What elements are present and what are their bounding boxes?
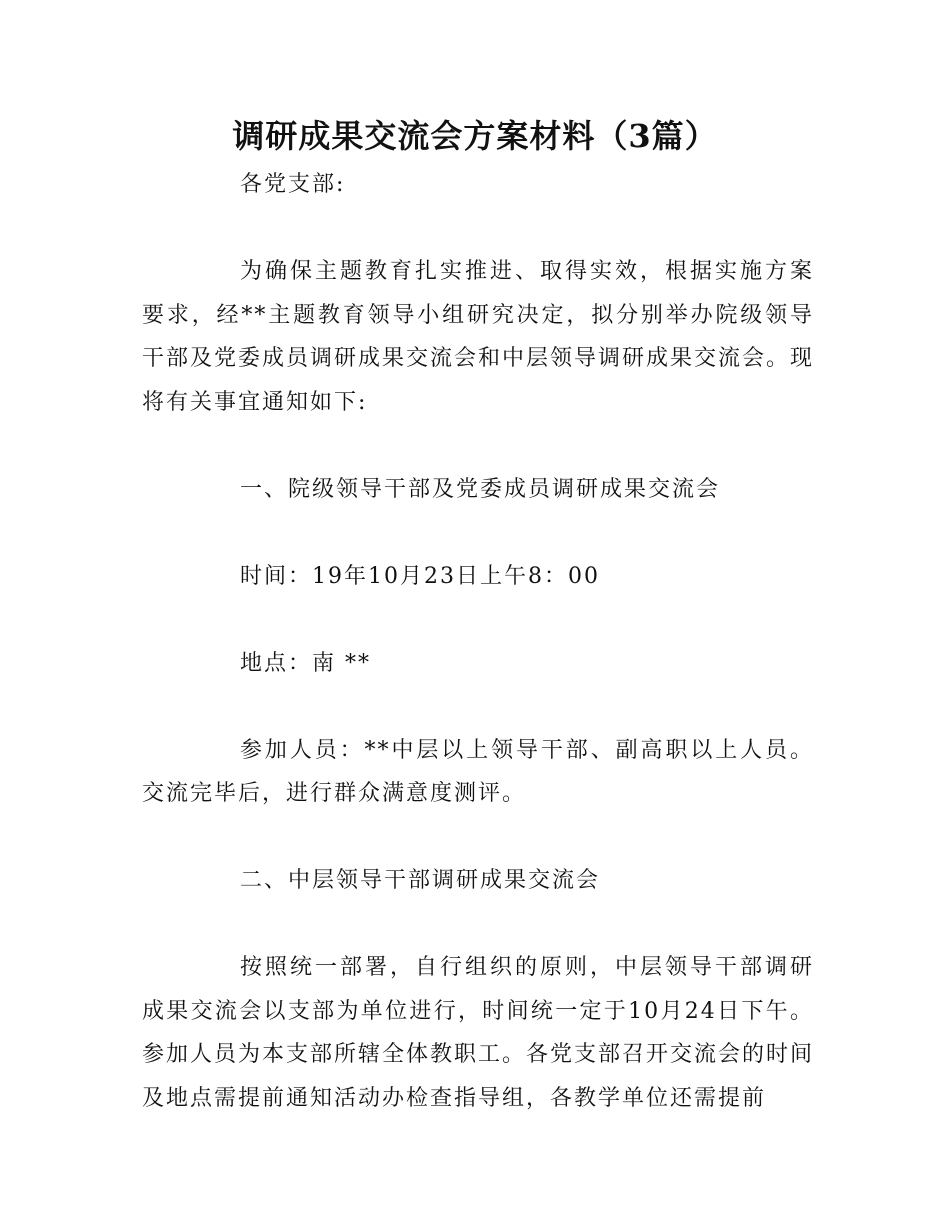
section-one-heading: 一、院级领导干部及党委成员调研成果交流会	[240, 476, 721, 502]
paragraph-spacer	[142, 424, 814, 468]
paragraph-spacer	[142, 685, 814, 729]
section-two-heading: 二、中层领导干部调研成果交流会	[240, 868, 601, 893]
paragraph-spacer	[142, 207, 814, 251]
document-body	[142, 163, 814, 1120]
document-title: 调研成果交流会方案材料（3篇）	[232, 117, 718, 155]
intro-paragraph: 为确保主题教育扎实推进、取得实效，根据实施方案要求，经**主题教育领导小组研究决定，拟分别举办院级领导干部及党委成员调研成果交流会和中层领导调研成果交流会。现将有关事宜通知如下:	[142, 259, 815, 415]
paragraph-spacer	[142, 511, 814, 555]
salutation-paragraph: 各党支部:	[240, 172, 346, 197]
paragraph-spacer	[142, 903, 814, 947]
meeting-location-paragraph: 地点：南 **	[240, 650, 371, 676]
section-two-body-paragraph: 按照统一部署，自行组织的原则，中层领导干部调研成果交流会以支部为单位进行，时间统一定于10月24日下午。参加人员为本支部所辖全体教职工。各党支部召开交流会的时间及地点需提前通知活动办检查指导组，各教学单位还需提前	[142, 955, 815, 1111]
paragraph-spacer	[142, 816, 814, 860]
meeting-time-paragraph: 时间：19年10月23日上午8：00	[240, 563, 600, 589]
paragraph-spacer	[142, 598, 814, 642]
participants-paragraph: 参加人员：**中层以上领导干部、副高职以上人员。交流完毕后，进行群众满意度测评。	[142, 737, 814, 806]
